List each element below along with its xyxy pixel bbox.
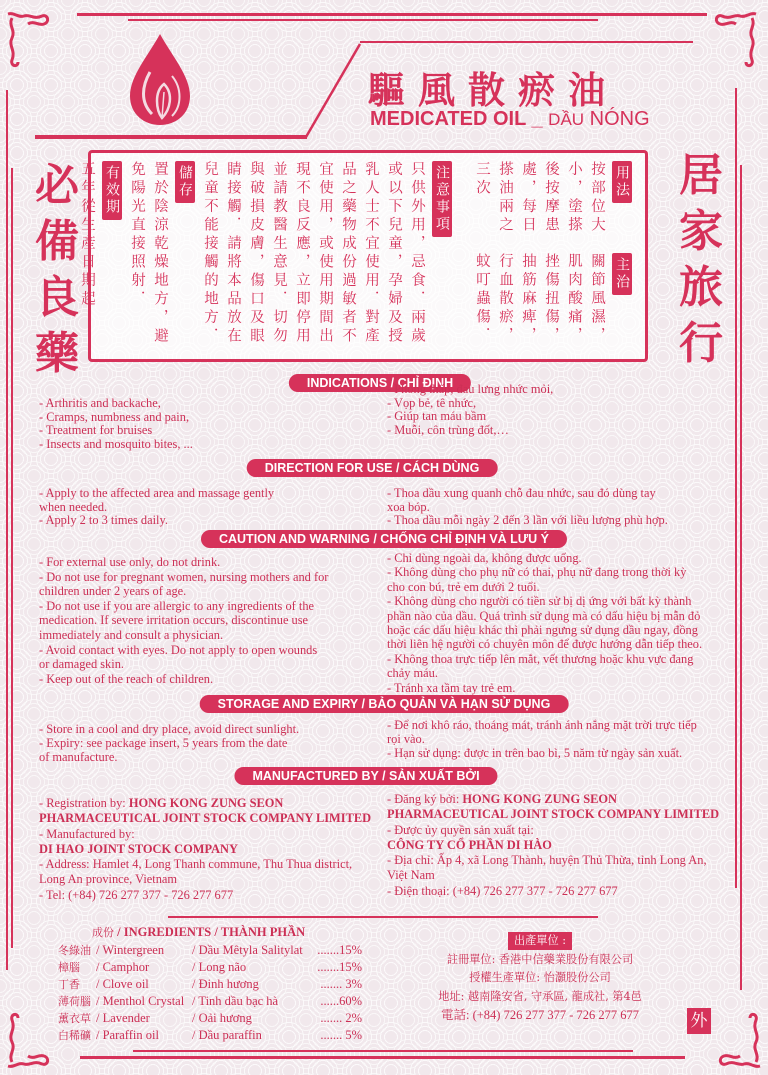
storage-tag: 儲存	[175, 161, 195, 203]
section-header-caution: CAUTION AND WARNING / CHỐNG CHỈ ĐỊNH VÀ LƯU Ý	[201, 530, 567, 548]
ingredient-pct: ......60%	[320, 994, 362, 1008]
cn-column: 挫傷扭傷，	[543, 253, 559, 346]
section-header-storage: STORAGE AND EXPIRY / BẢO QUẢN VÀ HẠN SỬ DỤNG	[200, 695, 569, 713]
ingredient-en: / Paraffin oil	[96, 1028, 159, 1042]
flame-drop-leaf-icon	[128, 32, 192, 127]
corner-ornament-bottom-right-icon	[716, 1012, 764, 1070]
text-line: - Muỗi, côn trùng đốt,…	[387, 422, 509, 437]
slogan-char: 旅	[679, 262, 723, 313]
text-line: - Insects and mosquito bites, ...	[39, 436, 193, 451]
slogan-char: 藥	[35, 328, 79, 379]
ingredient-vn: / Long não	[192, 960, 247, 974]
producer-chinese	[420, 932, 660, 1025]
text-line: - Treatment for bruises	[39, 423, 153, 438]
text-line: - Không dùng cho phụ nữ có thai, phụ nữ đang trong thời kỳ	[387, 565, 687, 580]
ingredient-cn: 薰衣草	[58, 1012, 91, 1025]
slogan-char: 家	[679, 206, 723, 257]
ingredient-row	[58, 1010, 378, 1027]
cn-column: 按部位大	[589, 161, 605, 235]
slogan-char: 良	[35, 272, 79, 323]
ingredient-pct: .......15%	[317, 960, 362, 974]
text-line: - Store in a cool and dry place, avoid direct sunlight.	[39, 722, 300, 736]
manufacturer-en	[39, 796, 371, 903]
ingredient-cn: 樟腦	[58, 961, 80, 974]
right-border-bottom	[740, 905, 742, 990]
direction-vn	[387, 487, 668, 528]
reg-company: HONG KONG ZUNG SEON	[462, 792, 617, 806]
address-line: - Address: Hamlet 4, Long Thanh commune, Thu Thua district,	[39, 857, 353, 872]
ingredients-table	[58, 924, 378, 1044]
text-line: - Thoa dầu mỗi ngày 2 đến 3 lần với liều lượng phù hợp.	[387, 513, 668, 528]
ingredient-vn: / Dầu paraffin	[192, 1028, 262, 1042]
left-border-inner	[11, 168, 13, 948]
text-line: - Expiry: see package insert, 5 years from the date	[39, 736, 288, 751]
manufacturer-vn	[387, 792, 719, 899]
indications-vn	[387, 383, 553, 437]
text-line: - Thoa dầu xung quanh chỗ đau nhức, sau đó dùng tay	[387, 486, 656, 500]
left-border-outer	[6, 90, 8, 970]
cn-column: 搽油兩之	[497, 161, 513, 235]
external-use-badge: 外	[687, 1008, 711, 1034]
text-line: - Để nơi khô ráo, thoáng mát, tránh ánh nắng mặt trời trực tiếp	[387, 718, 697, 732]
text-line: - Hạn sử dụng: được in trên bao bì, 5 năm từ ngày sản xuất.	[387, 746, 683, 761]
cn-column: 兒童不能接觸的地方．	[202, 161, 218, 346]
text-line: of manufacture.	[39, 750, 118, 765]
producer-tag: 出產單位 :	[508, 932, 572, 950]
cn-column: 品之藥物成份過敏者不	[340, 161, 356, 346]
title-vn-prefix: DẦU	[548, 110, 585, 129]
address-line: Việt Nam	[387, 868, 435, 883]
cn-column: 小，塗搽	[566, 161, 582, 235]
cn-column: 後按摩患	[543, 161, 559, 235]
ingredient-en: / Camphor	[96, 960, 150, 974]
slogan-char: 備	[35, 216, 79, 267]
producer-line: 地址: 越南隆安省, 守承區, 龍成社, 第4邑	[438, 989, 642, 1003]
mfg-company: CÔNG TY CỔ PHẦN DI HÀO	[387, 837, 552, 852]
address-line: - Địa chỉ: Ấp 4, xã Long Thành, huyện Thủ Thừa, tỉnh Long An,	[387, 853, 707, 868]
mfg-company: DI HAO JOINT STOCK COMPANY	[39, 841, 238, 856]
mid-divider	[168, 916, 598, 918]
corner-ornament-top-left-icon	[4, 10, 52, 68]
text-line: - Chỉ dùng ngoài da, không được uống.	[387, 551, 582, 565]
slogan-char: 必	[35, 160, 79, 211]
indications-group	[471, 253, 635, 346]
slogan-right	[674, 148, 728, 372]
text-line: - Cramps, numbness and pain,	[39, 409, 190, 424]
section-header-direction: DIRECTION FOR USE / CÁCH DÙNG	[247, 459, 498, 477]
text-line: rọi vào.	[387, 732, 425, 747]
text-line: - For external use only, do not drink.	[39, 555, 221, 569]
reg-label: - Đăng ký bởi:	[387, 792, 463, 806]
text-line: - Giúp tan máu bầm	[387, 409, 487, 424]
ingredient-vn: / Oải hương	[192, 1011, 252, 1025]
text-line: when needed.	[39, 499, 108, 514]
reg-company-cont: PHARMACEUTICAL JOINT STOCK COMPANY LIMITED	[39, 811, 372, 826]
cn-column: 並請教醫生意見．切勿	[271, 161, 287, 346]
text-line: - Phong thấp, đau lưng nhức mỏi,	[387, 382, 554, 396]
text-line: - Arthritis and backache,	[39, 396, 161, 410]
ingredient-vn: / Tinh dầu bạc hà	[192, 994, 279, 1008]
text-line: medication. If severe irritation occurs, discontinue use	[39, 613, 309, 628]
text-line: - Vọp bẻ, tê nhức,	[387, 395, 477, 410]
title-vn-suffix: NÓNG	[584, 108, 650, 130]
indications-en	[39, 397, 193, 451]
indications-tag: 主治	[612, 253, 632, 295]
cn-column: 乳人士不宜使用．對產	[363, 161, 379, 346]
cn-column: 睛接觸．請將本品放在	[225, 161, 241, 346]
ingredient-vn: / Dầu Mêtyla Salitylat	[192, 943, 303, 957]
corner-ornament-bottom-left-icon	[4, 1012, 52, 1070]
section-header-indications: INDICATIONS / CHỈ ĐỊNH	[289, 374, 471, 392]
ingredient-en: / Wintergreen	[96, 943, 165, 957]
ingredient-en: / Lavender	[96, 1011, 150, 1025]
ingredient-row	[58, 959, 378, 976]
text-line: - Apply 2 to 3 times daily.	[39, 513, 168, 528]
cn-column: 免陽光直接照射．	[129, 161, 145, 309]
expiry-group	[76, 161, 125, 351]
direction-en	[39, 487, 274, 528]
producer-phone: 電話: (+84) 726 277 377 - 726 277 677	[440, 1008, 639, 1022]
ingredient-row	[58, 942, 378, 959]
title-en-text: MEDICATED OIL _	[370, 108, 549, 130]
text-line: immediately and consult a physician.	[39, 627, 224, 642]
text-line: - Avoid contact with eyes. Do not apply to open wounds	[39, 642, 318, 657]
ingredient-pct: ....... 3%	[320, 977, 362, 991]
ingredient-cn: 白稀礦	[58, 1029, 91, 1042]
top-rule-1	[77, 13, 707, 16]
ingredient-pct: ....... 2%	[320, 1011, 362, 1025]
ingredient-cn: 丁香	[58, 978, 80, 991]
ingredients-title-cn: 成份	[92, 926, 114, 939]
title-rule-top	[360, 41, 693, 43]
title-rule-bottom	[35, 135, 307, 139]
reg-company: HONG KONG ZUNG SEON	[128, 796, 284, 810]
text-line: - Tránh xa tầm tay trẻ em.	[387, 680, 516, 695]
text-line: phần nào của dầu. Quá trình sử dụng mà có dấu hiệu bị mẫn đỏ	[387, 608, 701, 623]
text-line: children under 2 years of age.	[39, 584, 187, 599]
usage-tag: 用法	[612, 161, 632, 203]
ingredient-pct: ....... 5%	[320, 1028, 362, 1042]
ingredient-vn: / Đinh hương	[192, 977, 259, 991]
text-line: - Apply to the affected area and massage gently	[39, 486, 275, 500]
ingredient-cn: 薄荷腦	[58, 995, 91, 1008]
right-border-outer	[735, 88, 737, 888]
cn-column: 五年從生產日期起	[79, 161, 95, 309]
cn-column: 關節風濕，	[589, 253, 605, 346]
text-line	[39, 796, 371, 811]
product-title-chinese: 驅風散瘀油	[368, 68, 618, 112]
ingredient-en: / Menthol Crystal	[96, 994, 185, 1008]
text-line: hoặc các dấu hiệu khác thì phải ngưng sử dụng dầu ngay, đồng	[387, 623, 698, 638]
storage-group	[126, 161, 198, 351]
expiry-tag: 有效期	[102, 161, 122, 220]
cn-column: 抽筋麻痺，	[520, 253, 536, 346]
text-line: - Không thoa trực tiếp lên mắt, vết thương hoặc khu vực đang	[387, 651, 694, 666]
text-line: thời liên hệ người có chuyên môn để được hướng dẫn tiếp theo.	[387, 637, 703, 652]
reg-label: - Registration by:	[39, 796, 129, 810]
text-line: chảy máu.	[387, 666, 438, 681]
cn-column: 宜使用，或使用期間出	[317, 161, 333, 346]
ingredient-en: / Clove oil	[96, 977, 149, 991]
mfg-label: - Manufactured by:	[39, 826, 135, 841]
text-line: - Không dùng cho người có tiền sử bị dị ứng với bất kỳ thành	[387, 594, 692, 609]
slogan-char: 居	[679, 150, 723, 201]
text-line: - Do not use for pregnant women, nursing mothers and for	[39, 569, 329, 584]
cn-column: 處，每日	[520, 161, 536, 235]
precautions-group	[199, 161, 455, 351]
usage-indications-block	[471, 161, 635, 351]
cn-column: 三次	[474, 161, 490, 198]
bottom-rule-1	[133, 1050, 633, 1052]
ingredients-title-text: / INGREDIENTS / THÀNH PHẦN	[114, 925, 306, 939]
text-line: - Do not use if you are allergic to any ingredients of the	[39, 598, 315, 613]
ingredient-pct: .......15%	[317, 943, 362, 957]
cn-column: 置於陰涼乾燥地方，避	[152, 161, 168, 346]
section-header-manufacturer: MANUFACTURED BY / SẢN XUẤT BỞI	[234, 767, 497, 785]
precautions-tag: 注意事項	[432, 161, 452, 237]
cn-column: 行血散瘀，	[497, 253, 513, 346]
ingredient-row	[58, 976, 378, 993]
ingredient-row	[58, 1027, 378, 1044]
caution-vn	[387, 551, 702, 695]
text-line: - Keep out of the reach of children.	[39, 671, 214, 686]
cn-column: 或以下兒童，孕婦及授	[386, 161, 402, 346]
product-title-english	[370, 108, 650, 131]
right-border-inner	[740, 165, 742, 915]
cn-column: 現不良反應，立即停用	[294, 161, 310, 346]
top-rule-2	[128, 19, 598, 21]
producer-line: 註冊單位: 香港中信藥業股份有限公司	[446, 952, 634, 966]
usage-group	[471, 161, 635, 235]
storage-vn	[387, 718, 697, 761]
address-line: Long An province, Vietnam	[39, 872, 178, 887]
ingredient-cn: 冬綠油	[58, 944, 91, 957]
cn-column: 蚊叮蟲傷．	[474, 253, 490, 346]
cn-column: 肌肉酸痛，	[566, 253, 582, 346]
producer-line: 授權生產單位: 怡灝股份公司	[469, 971, 611, 984]
chinese-instructions-box	[79, 150, 648, 362]
chinese-columns	[76, 161, 635, 351]
text-line: cho con bú, trẻ em dưới 2 tuổi.	[387, 579, 540, 594]
phone-line: - Điện thoại: (+84) 726 277 377 - 726 277 677	[387, 883, 618, 898]
caution-en	[39, 555, 328, 686]
slogan-char: 行	[679, 318, 723, 369]
text-line	[387, 792, 719, 807]
ingredients-title	[58, 924, 378, 941]
text-line: xoa bóp.	[387, 499, 430, 514]
title-slant	[303, 43, 363, 139]
phone-line: - Tel: (+84) 726 277 377 - 726 277 677	[39, 887, 234, 902]
bottom-rule-2	[80, 1056, 685, 1059]
cn-column: 與破損皮膚，傷口及眼	[248, 161, 264, 346]
mfg-label: - Được ủy quyền sản xuất tại:	[387, 822, 534, 837]
corner-ornament-top-right-icon	[712, 10, 760, 68]
reg-company-cont: PHARMACEUTICAL JOINT STOCK COMPANY LIMITED	[387, 807, 720, 822]
cn-column: 只供外用，忌食．兩歲	[409, 161, 425, 346]
ingredient-row	[58, 993, 378, 1010]
storage-en	[39, 722, 299, 765]
text-line: or damaged skin.	[39, 657, 124, 672]
